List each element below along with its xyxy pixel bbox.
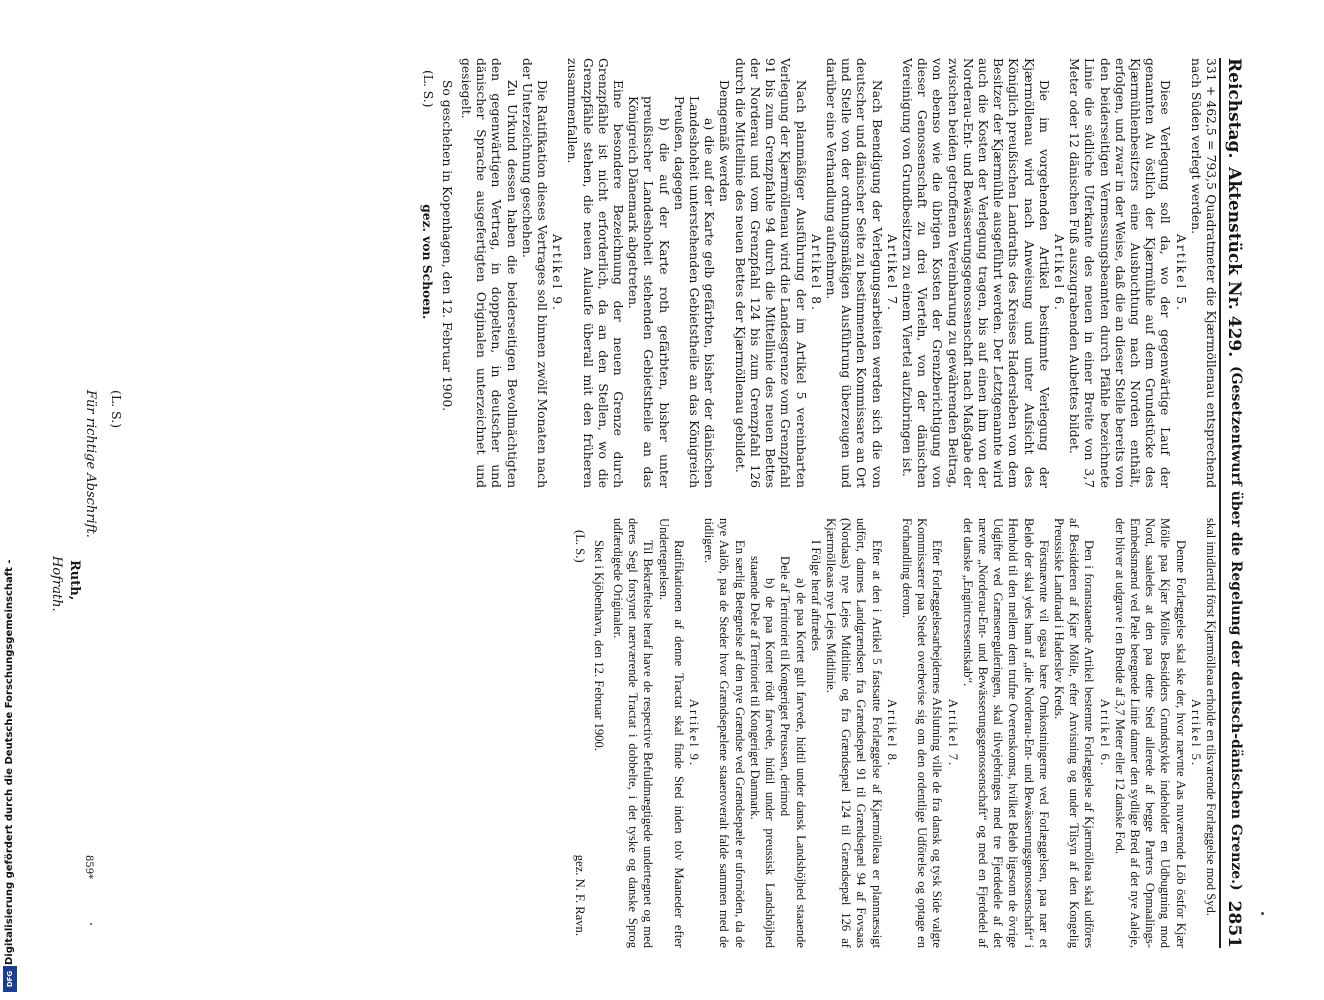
- danish-signer: gez. N. F. Ravn.: [572, 854, 587, 936]
- danish-seal: (L. S.): [572, 530, 587, 563]
- certifier-name: Ruth,: [67, 560, 82, 601]
- danish-art8-text: Efter at den i Artikel 5 fastsatte Forlæggelse af Kjærmölleaa er planmæssigt udfört, dannes Landgrændsen fra Grændsepæl 91 til Grændsepæl 94 af Fovsaas (Nordaas) nye Lejes Midtlinie og fra Grændsepæl 124 til Grændsepæl 126 af Kjærmölleaas nye Lejes Midtlinie.: [823, 518, 884, 948]
- scan-speck: [90, 923, 92, 925]
- danish-art9-title: Artikel 9.: [687, 698, 702, 768]
- german-art6-title: Artikel 6.: [1051, 234, 1066, 312]
- german-art8-text: Nach planmäßiger Ausführung der im Artikel 5 vereinbarten Verlegung der Kjærmöllenau wird die Landesgrenze vom Grenzpfahl 91 bis zum Grenzpfahle 94 durch die Mittellinie des neuen Bettes der Norderau und vom Grenzpfahl 124 bis zum Grenzpfahl 126 durch die Mittellinie des neuen Bettes der Kjærmöllenau gebildet.: [732, 58, 808, 488]
- page-header: [1219, 58, 1254, 948]
- scan-speck: [1261, 912, 1264, 915]
- footer-seal: (L. S.): [109, 390, 124, 429]
- german-art7-title: Artikel 7.: [884, 234, 899, 312]
- dfg-logo: [3, 966, 17, 992]
- header-right-group: [1224, 366, 1244, 948]
- danish-column: [571, 518, 1218, 948]
- german-art9-text2: Zu Urkund dessen haben die beiderseitigen Bevollmächtigten den gegenwärtigen Vertrag, in doppelten, in deutscher und dänischer Sprache ausgefertigten Originalen unterzeichnet und gesiegelt.: [459, 58, 519, 488]
- german-signer: gez. von Schoen.: [419, 204, 435, 320]
- german-signature: [419, 58, 434, 488]
- german-place-date: So geschehen in Kopenhagen, den 12. Februar 1900.: [439, 80, 454, 412]
- credit-text: Digitalisierung gefördert durch die Deutsche Forschungsgemeinschaft -: [4, 559, 15, 965]
- danish-art8-a: a) de paa Kortet gult farvede, hidtil under dansk Landshöjhed staaende Dele af Territoriet til Kongeriget Preussen, derimod: [778, 556, 808, 948]
- danish-art6-text2: Förstnævnte vil ogsaa bære Omkostningerne ved Forlæggelsen, paa nær et Beløb der skal ydes ham af „die Norderau-Ent- und Bewässerungsgenossenschaft“ i Henhold til den mellem dem trufne Overenskomst, hvilket Beløb ligesom de övrige Udgifter ved Grænsereguleringen, skal tilvejebringes med tre Fjerdedele af det nævnte „Norderau-Ent- und Bewässerungsgenossenschaft“ og med en Fjerdedel af det danske „Engintcressentskab“.: [960, 518, 1051, 948]
- danish-art5-text: Denne Forlæggelse skal ske der, hvor nævnte Aas nuværende Löb östfor Kjær Mölle paa Kjær Mölles Besidders Grundstykke indeholder en Udbugtning mod Nord, saaledes at den paa dette Sted allerede af begge Parters Opmaalings-Embedsmænd ved Pæle betegnede Linie danner den sydlige Bred af det nye Aaleje, der bliver at udgrave i en Bredde af 3,7 Meter eller 12 danske Fod.: [1112, 518, 1188, 948]
- danish-signature: [571, 518, 586, 948]
- danish-art8-b: b) de paa Kortet rödt farvede, hidtil under preussisk Landshöjhed staaende Dele af Territoriet til Kongeriget Danmark.: [747, 556, 778, 948]
- header-left: Reichstag.: [1224, 58, 1244, 159]
- danish-art9-text: Ratifikationen af denne Tractat skal finde Sted inden tolv Maaneder efter Undertegnelsen.: [656, 518, 686, 948]
- german-art9-title: Artikel 9.: [550, 234, 565, 312]
- german-seal: (L. S.): [420, 70, 435, 108]
- danish-art8-dem: I Fölge heraf aftrædes: [808, 540, 823, 651]
- danish-art9-text2: Til Bekræftelse heraf have de respective Befuldmægtigede undertegnet og med deres Segl forsynet nærværende Tractat i dobbelte, i det tyske og danske Sprog udfærdigede Originaler.: [611, 518, 656, 948]
- header-middle: Aktenstück Nr. 429.: [1224, 167, 1244, 358]
- german-art9-text: Die Ratifikation dieses Vertrages soll binnen zwölf Monaten nach der Unterzeichnung geschehen.: [519, 58, 550, 488]
- certification: Für richtige Abschrift.: [83, 390, 98, 538]
- page-mark: 859*: [83, 855, 94, 880]
- german-art8-a: a) die auf der Karte gelb gefärbten, bisher der dänischen Landeshoheit unterstehenden Gebietstheile an das Königreich Preußen, dagegen: [671, 96, 717, 488]
- german-art5-title: Artikel 5.: [1173, 234, 1188, 312]
- german-art6-text: Die im vorgehenden Artikel bestimmte Verlegung der Kjærmöllenau wird nach Anweisung und unter Aufsicht des Königlich preußischen Landraths des Kreises Hadersleben von dem Besitzer der Kjærmühle ausgeführt werden. Der Letztgenannte wird auch die Kosten der Verlegung tragen, bis auf einen ihm von der Norderau-Ent- und Bewässerungsgenossenschaft nach Maßgabe der zwischen beiden getroffenen Vereinbarung zu gewährenden Beitrag, von ebenso wie die übrigen Kosten der Grenzberichtigung von dieser Genossenschaft zu drei Vierteln, von der dänischen Vereinigung von Grundbesitzern zu einem Viertel aufzubringen ist.: [899, 58, 1051, 488]
- certifier-title: Hofrath.: [49, 556, 64, 612]
- header-right: (Gesetzentwurf über die Regelung der deutsch-dänischen Grenze.): [1228, 365, 1244, 891]
- danish-art8-title: Artikel 8.: [884, 698, 899, 768]
- danish-place-date: Sket i Kjöbenhavn, den 12. Februar 1900.: [591, 540, 606, 751]
- german-art8-dem: Demgemäß werden: [717, 80, 732, 202]
- danish-art5-title: Artikel 5.: [1188, 698, 1203, 768]
- german-art8-b: b) die auf der Karte roth gefärbten, bisher unter preußischer Landeshoheit stehenden Gebietstheile an das Königreich Dänemark abgetreten.: [626, 96, 671, 488]
- german-art8-spec: Eine besondere Bezeichnung der neuen Grenze durch Grenzpfähle ist nicht erforderlich, da an den Stellen, wo die Grenzpfähle stehen, die neuen Aulaufe überall mit den früheren zusammenfallen.: [565, 58, 626, 488]
- digitization-credit: [2, 0, 18, 1000]
- footer-block: [0, 90, 124, 850]
- danish-art6-text: Den i foranstaaende Artikel bestemte Forlæggelse af Kjærmölleaa skal udföres af Besidderen af Kjær Mölle, efter Anvisning og under Tilsyn af den Kongelig Preussiske Landraad i Haderslev Kreds.: [1051, 518, 1097, 948]
- danish-art7-title: Artikel 7.: [945, 698, 960, 768]
- german-art7-text: Nach Beendigung der Verlegungsarbeiten werden sich die von deutscher und dänischer Seite zu bestimmenden Kommissare an Ort und Stelle von der ordnungsmäßigen Ausführung überzeugen und darüber eine Verhandlung aufnehmen.: [823, 58, 884, 488]
- danish-art7-text: Efter Forlæggelsesarbejdernes Afslutning ville de fra dansk og tysk Side valgte Kommissærer paa Stedet overbevise sig om den ordentlige Udförelse og optage en Forhandling derom.: [899, 518, 945, 948]
- danish-art8-spec: En særlig Betegnelse af den nye Grændse ved Grændsepæle er ufornöden, da de nye Aalöb, paa de Steder hvor Grændsepælene staaeroveralt falde sammen med de tidligere.: [702, 518, 747, 948]
- dfg-logo-text: DFG: [6, 970, 14, 988]
- danish-intro: skal imidlertid först Kjærmölleaa erholde en tilsvarende Forlæggelse mod Syd.: [1204, 518, 1218, 917]
- german-art5-text: Diese Verlegung soll da, wo der gegenwärtige Lauf der genannten Au östlich der Kjærmühle auf dem Grundstücke des Kjærmühlenbesitzers eine Ausbuchtung nach Norden enthält, erfolgen, und zwar in der Weise, daß die an dieser Stelle bereits von den beiderseitigen Vermessungsbeamten durch Pfähle bezeichnete Linie die südliche Uferkante des neuen in einer Breite von 3,7 Meter oder 12 dänischen Fuß auszugrabenden Aubettes bildet.: [1067, 58, 1173, 488]
- german-column: [419, 58, 1218, 488]
- german-intro: 331 + 462,5 = 793,5 Quadratmeter die Kjærmöllenau entsprechend nach Süden verlegt werden.: [1188, 58, 1218, 488]
- danish-art6-title: Artikel 6.: [1097, 698, 1112, 768]
- german-art8-title: Artikel 8.: [808, 234, 823, 312]
- header-page-number: 2851: [1224, 900, 1244, 948]
